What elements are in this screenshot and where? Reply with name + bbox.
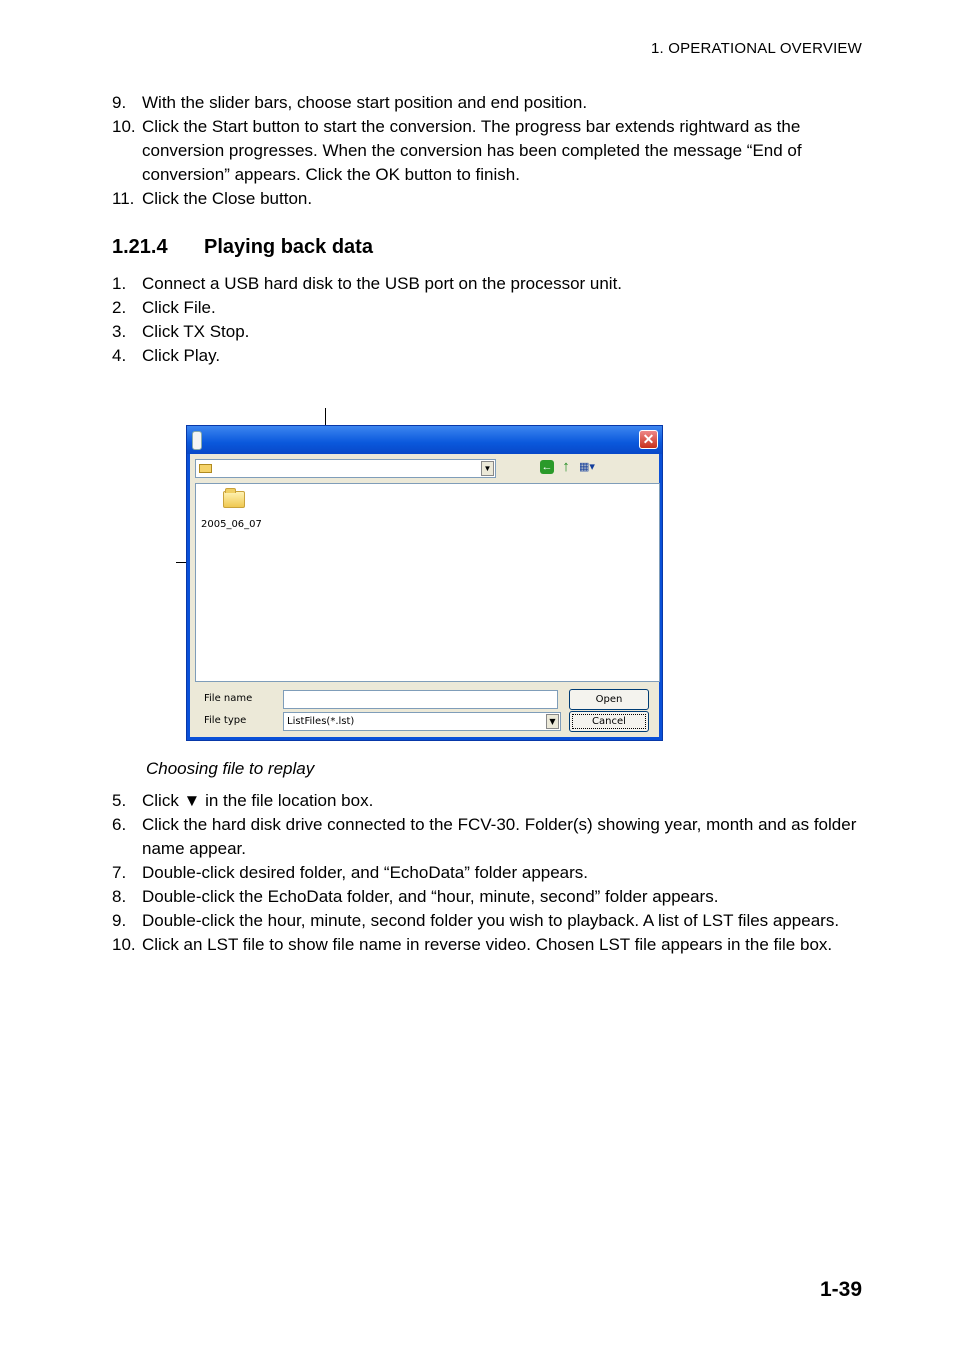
file-type-label: File type	[204, 715, 247, 726]
up-folder-icon[interactable]: ↑	[562, 458, 570, 475]
step-number: 9.	[112, 93, 127, 112]
list-item	[112, 344, 872, 368]
folder-label: 2005_06_07	[201, 519, 262, 530]
cancel-button[interactable]: Cancel	[569, 711, 649, 732]
list-item	[112, 115, 872, 187]
step-text: Double-click the EchoData folder, and “hour, minute, second” folder appears.	[142, 887, 719, 906]
chevron-down-icon[interactable]: ▼	[546, 714, 559, 729]
step-text: Click TX Stop.	[142, 322, 250, 341]
chevron-down-icon[interactable]: ▼	[481, 461, 494, 476]
step-text: Click the hard disk drive connected to the FCV-30. Folder(s) showing year, month and as folder name appear.	[142, 815, 857, 858]
dialog-body	[190, 454, 659, 737]
list-item	[112, 272, 872, 296]
step-text: Click Play.	[142, 346, 221, 365]
step-number: 7.	[112, 863, 127, 882]
open-file-dialog	[186, 425, 663, 741]
back-icon[interactable]: ←	[541, 461, 553, 473]
step-text: Click the Start button to start the conversion. The progress bar extends rightward as the conversion progresses. When the conversion has been completed the message “End of conversion” appears. Click the OK button to finish.	[142, 117, 802, 184]
step-text: Connect a USB hard disk to the USB port on the processor unit.	[142, 274, 623, 293]
steps-list-top	[112, 91, 872, 211]
section-number: 1.21.4	[112, 236, 168, 258]
step-text: Click ▼ in the file location box.	[142, 791, 374, 810]
step-number: 10.	[112, 935, 136, 954]
step-number: 6.	[112, 815, 127, 834]
step-text: Click the Close button.	[142, 189, 313, 208]
step-number: 8.	[112, 887, 127, 906]
section-title	[112, 236, 373, 259]
step-text: Double-click desired folder, and “EchoData” folder appears.	[142, 863, 589, 882]
list-item	[112, 909, 872, 933]
dialog-titlebar[interactable]	[187, 426, 662, 454]
file-name-label: File name	[204, 693, 253, 704]
page-number: 1-39	[819, 1278, 862, 1301]
figure-caption: Choosing file to replay	[146, 759, 315, 778]
step-number: 5.	[112, 791, 127, 810]
steps-list-bottom	[112, 789, 872, 957]
list-item	[112, 933, 872, 957]
section-title-text: Playing back data	[204, 236, 373, 258]
step-text: Double-click the hour, minute, second folder you wish to playback. A list of LST files appears.	[142, 911, 840, 930]
views-menu-icon[interactable]: ▦▾	[579, 461, 595, 473]
step-number: 3.	[112, 322, 127, 341]
folder-icon	[199, 464, 212, 473]
file-type-value: ListFiles(*.lst)	[287, 716, 355, 727]
step-number: 10.	[112, 117, 136, 136]
app-icon	[192, 431, 202, 450]
list-item	[112, 885, 872, 909]
list-item	[112, 187, 872, 211]
step-number: 4.	[112, 346, 127, 365]
step-text: Click File.	[142, 298, 216, 317]
step-text: Click an LST file to show file name in reverse video. Chosen LST file appears in the file box.	[142, 935, 833, 954]
step-number: 2.	[112, 298, 127, 317]
step-text: With the slider bars, choose start position and end position.	[142, 93, 588, 112]
file-list[interactable]	[195, 483, 660, 682]
open-button[interactable]: Open	[569, 689, 649, 710]
list-item	[112, 320, 872, 344]
file-location-box[interactable]	[195, 459, 496, 478]
close-button[interactable]: ✕	[639, 430, 658, 449]
list-item	[112, 861, 872, 885]
step-number: 11.	[112, 189, 135, 208]
steps-list-mid	[112, 272, 872, 368]
step-number: 1.	[112, 274, 127, 293]
list-item	[112, 91, 872, 115]
chapter-header: 1. OPERATIONAL OVERVIEW	[650, 40, 862, 57]
folder-icon	[223, 491, 245, 508]
file-type-select[interactable]	[283, 712, 561, 731]
list-item	[112, 813, 872, 861]
list-item	[112, 789, 872, 813]
list-item	[112, 296, 872, 320]
file-name-input[interactable]	[283, 690, 558, 709]
step-number: 9.	[112, 911, 127, 930]
list-item[interactable]	[201, 489, 265, 534]
